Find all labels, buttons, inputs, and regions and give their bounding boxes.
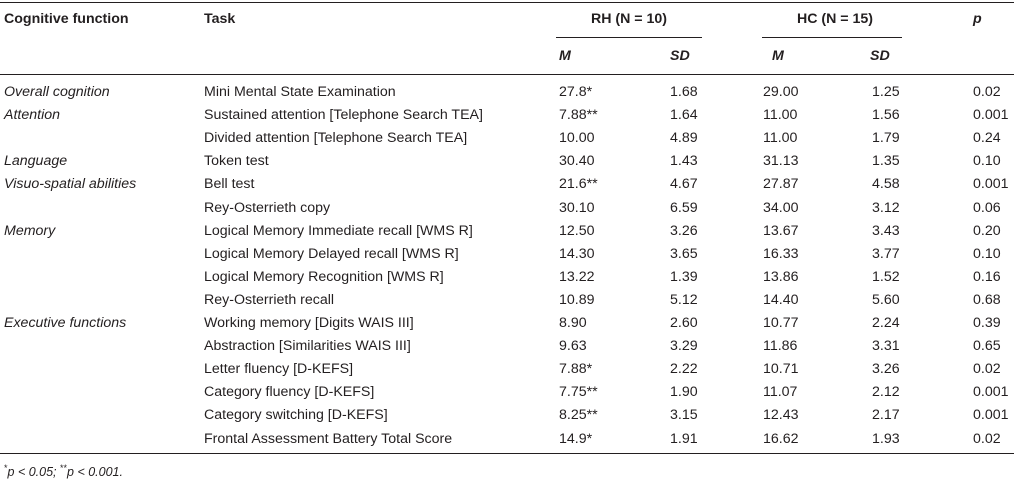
- header-cognitive-function: Cognitive function: [4, 11, 129, 27]
- header-rh-group: RH (N = 10): [590, 11, 668, 27]
- rh-mean-cell: 12.50: [559, 223, 595, 239]
- p-value-cell: 0.24: [973, 130, 1001, 146]
- p-value-cell: 0.001: [973, 407, 1009, 423]
- rh-sd-cell: 3.65: [670, 246, 698, 262]
- footnote: [4, 462, 123, 479]
- hc-sd-cell: 1.35: [872, 153, 900, 169]
- rh-sd-cell: 1.91: [670, 431, 698, 447]
- domain-cell: Attention: [4, 107, 61, 123]
- rh-mean-cell: 8.90: [559, 315, 587, 331]
- p-value-cell: 0.02: [973, 431, 1001, 447]
- rh-sd-cell: 4.67: [670, 176, 698, 192]
- hc-mean-cell: 11.86: [763, 338, 798, 354]
- p-value-cell: 0.10: [973, 246, 1001, 262]
- rh-mean-cell: 13.22: [559, 269, 595, 285]
- hc-sd-cell: 1.52: [872, 269, 900, 285]
- footnote-p-single: p: [7, 465, 15, 479]
- hc-mean-cell: 31.13: [763, 153, 799, 169]
- hc-sd-cell: 4.58: [872, 176, 900, 192]
- hc-mean-cell: 16.33: [763, 246, 799, 262]
- rh-mean-cell: 8.25**: [559, 407, 598, 423]
- hc-mean-cell: 12.43: [763, 407, 799, 423]
- p-value-cell: 0.001: [973, 107, 1009, 123]
- p-value-cell: 0.68: [973, 292, 1001, 308]
- hc-sd-cell: 1.56: [872, 107, 900, 123]
- task-cell: Letter fluency [D-KEFS]: [204, 361, 354, 377]
- p-value-cell: 0.65: [973, 338, 1001, 354]
- task-cell: Divided attention [Telephone Search TEA]: [204, 130, 468, 146]
- rh-sd-cell: 1.64: [670, 107, 698, 123]
- footnote-threshold-single: < 0.05;: [14, 465, 60, 479]
- p-value-cell: 0.001: [973, 384, 1009, 400]
- rh-sd-header: SD: [670, 48, 690, 64]
- hc-sd-header: SD: [870, 48, 890, 64]
- task-cell: Abstraction [Similarities WAIS III]: [204, 338, 411, 354]
- rh-mean-cell: 14.9*: [559, 431, 593, 447]
- rh-subheader-rule: [556, 37, 702, 38]
- task-cell: Category switching [D-KEFS]: [204, 407, 388, 423]
- p-value-cell: 0.06: [973, 200, 1001, 216]
- hc-sd-cell: 1.79: [872, 130, 900, 146]
- hc-mean-cell: 11.07: [763, 384, 798, 400]
- hc-mean-cell: 10.77: [763, 315, 799, 331]
- hc-mean-cell: 11.00: [763, 130, 798, 146]
- hc-sd-cell: 1.93: [872, 431, 900, 447]
- rh-sd-cell: 2.22: [670, 361, 698, 377]
- domain-cell: Language: [4, 153, 68, 169]
- hc-sd-cell: 3.31: [872, 338, 900, 354]
- task-cell: Logical Memory Recognition [WMS R]: [204, 269, 444, 285]
- top-rule: [0, 2, 1014, 3]
- footnote-threshold-double: < 0.001.: [73, 465, 123, 479]
- rh-sd-cell: 1.68: [670, 84, 698, 100]
- header-p: p: [973, 11, 982, 27]
- task-cell: Bell test: [204, 176, 255, 192]
- rh-mean-cell: 10.89: [559, 292, 595, 308]
- domain-cell: Visuo-spatial abilities: [4, 176, 137, 192]
- task-cell: Mini Mental State Examination: [204, 84, 396, 100]
- rh-mean-cell: 9.63: [559, 338, 587, 354]
- p-value-cell: 0.02: [973, 84, 1001, 100]
- task-cell: Logical Memory Delayed recall [WMS R]: [204, 246, 459, 262]
- hc-sd-cell: 2.12: [872, 384, 900, 400]
- header-rule: [0, 74, 1014, 75]
- hc-mean-cell: 10.71: [763, 361, 799, 377]
- task-cell: Sustained attention [Telephone Search TEA]: [204, 107, 483, 123]
- rh-mean-cell: 14.30: [559, 246, 595, 262]
- rh-mean-cell: 7.88*: [559, 361, 593, 377]
- hc-mean-cell: 14.40: [763, 292, 799, 308]
- rh-sd-cell: 3.15: [670, 407, 698, 423]
- hc-subheader-rule: [762, 37, 902, 38]
- p-value-cell: 0.001: [973, 176, 1009, 192]
- task-cell: Frontal Assessment Battery Total Score: [204, 431, 453, 447]
- domain-cell: Overall cognition: [4, 84, 110, 100]
- rh-mean-cell: 10.00: [559, 130, 595, 146]
- domain-cell: Executive functions: [4, 315, 127, 331]
- domain-cell: Memory: [4, 223, 56, 239]
- hc-mean-cell: 11.00: [763, 107, 798, 123]
- rh-sd-cell: 3.29: [670, 338, 698, 354]
- task-cell: Token test: [204, 153, 269, 169]
- hc-mean-header: M: [772, 48, 784, 64]
- footnote-p-double: p: [67, 465, 74, 479]
- p-value-cell: 0.20: [973, 223, 1001, 239]
- hc-mean-cell: 34.00: [763, 200, 799, 216]
- hc-sd-cell: 2.17: [872, 407, 900, 423]
- rh-mean-cell: 27.8*: [559, 84, 593, 100]
- task-cell: Category fluency [D-KEFS]: [204, 384, 375, 400]
- p-value-cell: 0.10: [973, 153, 1001, 169]
- rh-sd-cell: 1.90: [670, 384, 698, 400]
- footnote-star-double: **: [60, 462, 68, 473]
- header-hc-group: HC (N = 15): [796, 11, 874, 27]
- task-cell: Rey-Osterrieth copy: [204, 200, 331, 216]
- hc-sd-cell: 1.25: [872, 84, 900, 100]
- hc-sd-cell: 3.12: [872, 200, 900, 216]
- hc-mean-cell: 27.87: [763, 176, 799, 192]
- rh-sd-cell: 3.26: [670, 223, 698, 239]
- hc-sd-cell: 3.43: [872, 223, 900, 239]
- task-cell: Logical Memory Immediate recall [WMS R]: [204, 223, 473, 239]
- rh-sd-cell: 5.12: [670, 292, 698, 308]
- rh-mean-header: M: [559, 48, 571, 64]
- hc-mean-cell: 13.86: [763, 269, 799, 285]
- rh-mean-cell: 30.10: [559, 200, 595, 216]
- hc-sd-cell: 5.60: [872, 292, 900, 308]
- hc-sd-cell: 3.26: [872, 361, 900, 377]
- rh-sd-cell: 2.60: [670, 315, 698, 331]
- rh-mean-cell: 21.6**: [559, 176, 598, 192]
- rh-sd-cell: 6.59: [670, 200, 698, 216]
- hc-mean-cell: 16.62: [763, 431, 799, 447]
- rh-mean-cell: 7.75**: [559, 384, 598, 400]
- hc-mean-cell: 13.67: [763, 223, 799, 239]
- task-cell: Rey-Osterrieth recall: [204, 292, 335, 308]
- footnote-star-single: *: [4, 462, 8, 473]
- rh-sd-cell: 1.43: [670, 153, 698, 169]
- p-value-cell: 0.16: [973, 269, 1001, 285]
- rh-mean-cell: 7.88**: [559, 107, 598, 123]
- header-task: Task: [204, 11, 236, 27]
- p-value-cell: 0.39: [973, 315, 1001, 331]
- task-cell: Working memory [Digits WAIS III]: [204, 315, 414, 331]
- hc-sd-cell: 3.77: [872, 246, 900, 262]
- rh-mean-cell: 30.40: [559, 153, 595, 169]
- p-value-cell: 0.02: [973, 361, 1001, 377]
- rh-sd-cell: 1.39: [670, 269, 698, 285]
- rh-sd-cell: 4.89: [670, 130, 698, 146]
- hc-mean-cell: 29.00: [763, 84, 799, 100]
- hc-sd-cell: 2.24: [872, 315, 900, 331]
- bottom-rule: [0, 453, 1014, 454]
